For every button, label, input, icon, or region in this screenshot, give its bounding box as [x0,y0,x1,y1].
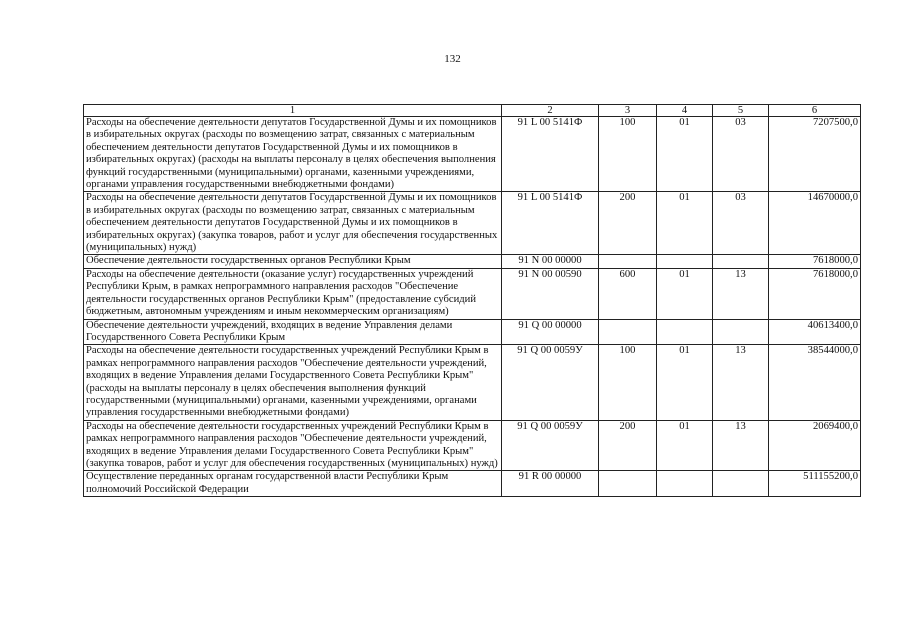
row-expense-type: 600 [599,268,657,319]
row-code: 91 Q 00 0059У [502,420,599,471]
header-col-4: 4 [657,105,713,117]
table-row [84,255,861,268]
row-sum: 40613400,0 [769,319,861,345]
table-row [84,319,861,345]
header-col-6: 6 [769,105,861,117]
row-section: 01 [657,117,713,192]
row-code: 91 L 00 5141Ф [502,117,599,192]
table-row [84,117,861,192]
row-name: Обеспечение деятельности учреждений, входящих в ведение Управления делами Государственного Совета Республики Крым [84,319,502,345]
page-number: 132 [444,53,461,65]
row-section [657,319,713,345]
row-code: 91 Q 00 0059У [502,345,599,420]
row-expense-type: 100 [599,345,657,420]
header-col-3: 3 [599,105,657,117]
row-code: 91 N 00 00000 [502,255,599,268]
row-subsection: 03 [713,192,769,255]
row-section: 01 [657,268,713,319]
row-section [657,471,713,497]
row-sum: 7618000,0 [769,268,861,319]
row-subsection: 13 [713,268,769,319]
row-code: 91 L 00 5141Ф [502,192,599,255]
row-code: 91 R 00 00000 [502,471,599,497]
row-name: Расходы на обеспечение деятельности (оказание услуг) государственных учреждений Республики Крым, в рамках непрограммного направления расходов "Обеспечение деятельности государственных органов Республики Крым" (предоставление субсидий бюджетным, автономным учреждениям и иным некоммерческим организациям) [84,268,502,319]
row-name: Обеспечение деятельности государственных органов Республики Крым [84,255,502,268]
row-expense-type: 100 [599,117,657,192]
row-expense-type [599,319,657,345]
row-section: 01 [657,345,713,420]
row-subsection [713,471,769,497]
table-row [84,345,861,420]
row-expense-type [599,471,657,497]
row-name: Расходы на обеспечение деятельности депутатов Государственной Думы и их помощников в избирательных округах (расходы по возмещению затрат, связанных с материальным обеспечением деятельности депутатов Государственной Думы и их помощников в избирательных округах) (закупка товаров, работ и услуг для обеспечения государственных (муниципальных) нужд) [84,192,502,255]
row-subsection: 13 [713,420,769,471]
budget-table [83,104,861,497]
row-expense-type [599,255,657,268]
row-section: 01 [657,420,713,471]
row-sum: 511155200,0 [769,471,861,497]
row-name: Осуществление переданных органам государственной власти Республики Крым полномочий Российской Федерации [84,471,502,497]
row-name: Расходы на обеспечение деятельности государственных учреждений Республики Крым в рамках непрограммного направления расходов "Обеспечение деятельности учреждений, входящих в ведение Управления делами Государственного Совета Республики Крым" (закупка товаров, работ и услуг для обеспечения государственных (муниципальных) нужд) [84,420,502,471]
table-row [84,471,861,497]
row-expense-type: 200 [599,192,657,255]
row-sum: 2069400,0 [769,420,861,471]
row-sum: 14670000,0 [769,192,861,255]
row-expense-type: 200 [599,420,657,471]
row-sum: 7618000,0 [769,255,861,268]
table-row [84,192,861,255]
row-sum: 7207500,0 [769,117,861,192]
row-code: 91 Q 00 00000 [502,319,599,345]
header-col-5: 5 [713,105,769,117]
row-subsection: 13 [713,345,769,420]
table-row [84,420,861,471]
row-subsection: 03 [713,117,769,192]
row-subsection [713,255,769,268]
header-col-1: 1 [84,105,502,117]
row-subsection [713,319,769,345]
row-name: Расходы на обеспечение деятельности депутатов Государственной Думы и их помощников в избирательных округах (расходы по возмещению затрат, связанных с материальным обеспечением деятельности депутатов Государственной Думы и их помощников в избирательных округах) (расходы на выплаты персоналу в целях обеспечения выполнения функций государственными (муниципальными) органами, казенными учреждениями, органами управления государственными внебюджетными фондами) [84,117,502,192]
header-col-2: 2 [502,105,599,117]
row-sum: 38544000,0 [769,345,861,420]
header-row [84,105,861,117]
row-section [657,255,713,268]
row-section: 01 [657,192,713,255]
table-row [84,268,861,319]
row-code: 91 N 00 00590 [502,268,599,319]
row-name: Расходы на обеспечение деятельности государственных учреждений Республики Крым в рамках непрограммного направления расходов "Обеспечение деятельности учреждений, входящих в ведение Управления делами Государственного Совета Республики Крым" (расходы на выплаты персоналу в целях обеспечения выполнения функций государственными (муниципальными) органами, казенными учреждениями, органами управления государственными внебюджетными фондами) [84,345,502,420]
